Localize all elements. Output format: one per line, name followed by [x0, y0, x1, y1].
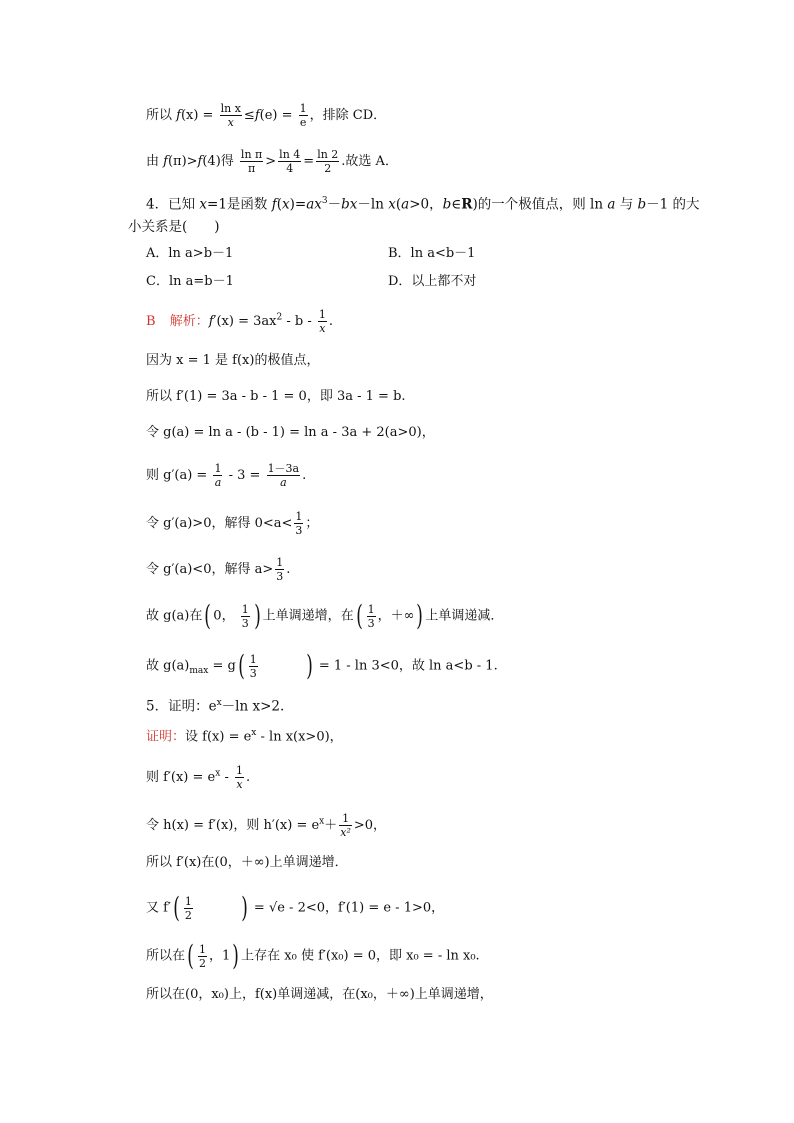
text: －	[327, 196, 342, 213]
text: x	[216, 698, 222, 708]
text: (4)得	[202, 154, 234, 169]
text: 0，	[213, 608, 235, 624]
text: = g	[208, 658, 236, 674]
numerator: 1	[276, 556, 284, 569]
denominator: π	[247, 162, 256, 175]
paren: (	[173, 891, 180, 924]
text: max	[189, 666, 209, 677]
text: f	[254, 108, 260, 123]
text: - b -	[282, 314, 316, 329]
text: －ln x>2.	[221, 698, 285, 715]
paren: )	[305, 649, 313, 682]
text: f	[271, 196, 277, 213]
denominator: 3	[249, 666, 257, 680]
fraction	[367, 603, 376, 630]
fraction	[235, 764, 244, 791]
text: 3	[321, 196, 328, 206]
text: = √e - 2<0，f′(1) = e - 1>0，	[249, 900, 445, 916]
text: =	[303, 154, 315, 169]
fraction	[294, 510, 303, 537]
paren: )	[232, 939, 239, 972]
text: 上单调递减．	[425, 608, 504, 624]
fraction	[299, 102, 308, 129]
proof-line	[146, 939, 480, 972]
text: >0，	[409, 196, 443, 213]
text: 令 g′(a)<0，解得 a>	[146, 562, 274, 577]
proof-line	[146, 986, 493, 1004]
text: 2	[276, 312, 283, 323]
numerator: 1	[249, 652, 257, 666]
text: 又 f′	[146, 900, 171, 916]
proof-line	[146, 854, 348, 872]
denominator: 2	[324, 162, 332, 175]
numerator: 1	[235, 764, 243, 777]
text: .故选 A．	[341, 154, 398, 169]
text: 令 g′(a)>0，解得 0<a<	[146, 516, 293, 531]
solution-step	[146, 556, 290, 583]
text: -	[220, 770, 233, 785]
analysis-label: 解析：	[169, 314, 209, 329]
numerator: 1	[339, 812, 352, 826]
fraction	[339, 812, 352, 839]
text: - ln x(x>0)，	[256, 729, 343, 745]
text: (π)>	[167, 154, 198, 169]
fraction	[249, 653, 258, 680]
paren: (	[204, 599, 212, 632]
analysis-line	[146, 308, 333, 335]
text: 所以 f′(x)在(0，＋∞)上单调递增．	[146, 855, 348, 870]
paren: (	[187, 939, 194, 972]
fraction	[198, 943, 207, 970]
text: .	[328, 314, 333, 329]
proof-line	[146, 891, 445, 924]
denominator: 2	[198, 956, 206, 970]
numerator: 1	[299, 102, 307, 115]
option-b	[388, 245, 475, 263]
denominator: 3	[295, 524, 303, 537]
proof-line	[146, 764, 250, 791]
text: 4．已知	[146, 196, 200, 213]
denominator: x	[319, 322, 326, 335]
denominator: a	[280, 476, 287, 489]
solution-step	[146, 352, 319, 370]
text: 与	[615, 196, 638, 213]
text: C．ln a=b－1	[146, 274, 234, 289]
text: 因为 x = 1 是 f(x)的极值点，	[146, 353, 320, 368]
denominator: x	[227, 116, 234, 129]
text: ≤	[243, 108, 255, 123]
text: x	[319, 816, 325, 827]
fraction	[213, 462, 222, 489]
fraction	[184, 895, 193, 922]
paren: )	[241, 891, 248, 924]
text: (	[395, 196, 402, 213]
option-c	[146, 273, 234, 291]
text: f	[163, 154, 168, 169]
text: = 1 - ln 3<0，故 ln a<b - 1.	[314, 658, 498, 674]
text: ，排除 CD．	[309, 108, 387, 123]
text: >	[265, 154, 277, 169]
numerator: 1	[184, 894, 192, 908]
fraction	[316, 148, 339, 175]
denominator: 3	[276, 570, 284, 583]
fraction	[220, 102, 242, 129]
text: )的一个极值点，则 ln	[472, 196, 608, 213]
solution-line-1	[146, 102, 386, 129]
text: f	[197, 154, 203, 169]
text: 设 f(x) = e	[185, 729, 252, 745]
text: ；	[305, 516, 319, 531]
solution-step	[146, 462, 306, 489]
text: =1是函数	[207, 196, 272, 213]
numerator: 1	[198, 942, 206, 956]
text: x	[314, 196, 322, 213]
text: －ln	[357, 196, 389, 213]
text: b	[442, 196, 452, 213]
denominator: 4	[286, 162, 294, 175]
numerator: ln π	[240, 148, 263, 161]
denominator: x²	[340, 826, 351, 839]
text: x	[215, 768, 221, 779]
denominator: 2	[184, 908, 192, 922]
solution-step	[146, 510, 318, 537]
text: 故 g(a)	[146, 658, 190, 674]
solution-step	[146, 424, 435, 442]
question-4-line-2	[128, 218, 220, 236]
paren: (	[355, 599, 363, 632]
numerator: ln 2	[317, 148, 339, 161]
text: x	[199, 196, 208, 213]
proof-line	[146, 812, 386, 839]
text: a	[607, 196, 616, 213]
text: ′(x) = 3ax	[213, 314, 277, 329]
text: 上单调递增，在	[262, 608, 354, 624]
text: 则 g′(a) =	[146, 468, 208, 483]
text: (	[276, 196, 282, 213]
denominator: x	[236, 778, 243, 791]
paren: (	[238, 649, 245, 682]
text: 所以在	[146, 948, 186, 964]
numerator: 1	[367, 602, 375, 616]
text: x	[282, 196, 290, 213]
text: .	[245, 770, 251, 785]
text: x	[388, 196, 396, 213]
text: 所以在(0，x₀)上，f(x)单调递减，在(x₀，＋∞)上单调递增，	[146, 987, 493, 1002]
numerator: 1	[295, 510, 303, 523]
text: 则 f′(x) = e	[146, 770, 216, 785]
text: bx	[341, 196, 358, 213]
solution-step	[146, 388, 406, 406]
text: D．以上都不对	[388, 274, 477, 289]
text: ∈	[451, 196, 462, 213]
text: a	[401, 196, 410, 213]
fraction	[240, 148, 263, 175]
proof-line	[146, 724, 343, 746]
denominator: 3	[241, 616, 249, 630]
answer-label: B	[146, 314, 156, 329]
text: >0，	[353, 818, 387, 833]
text: (e) =	[259, 108, 293, 123]
text: f	[176, 108, 181, 123]
text: 由	[146, 154, 164, 169]
denominator: 3	[367, 616, 375, 630]
paren: )	[253, 599, 261, 632]
numerator: 1	[241, 602, 249, 616]
text: 5．证明：e	[146, 698, 217, 715]
numerator: 1－3a	[267, 462, 300, 475]
fraction	[318, 308, 327, 335]
denominator: e	[299, 116, 307, 129]
fraction	[267, 462, 301, 489]
text: b	[637, 196, 647, 213]
text: 令 g(a) = ln a - (b - 1) = ln a - 3a + 2(a>0)，	[146, 425, 435, 440]
text: ＋	[324, 818, 338, 833]
text: R	[461, 196, 473, 213]
solution-step	[146, 599, 504, 632]
fraction	[275, 556, 284, 583]
denominator: a	[214, 476, 222, 489]
text: ，＋∞	[377, 608, 415, 624]
numerator: ln x	[220, 102, 241, 115]
numerator: 1	[318, 308, 326, 321]
text: 小关系是( )	[128, 219, 220, 235]
text: 上存在 x₀ 使 f′(x₀) = 0，即 x₀ = - ln x₀.	[241, 948, 480, 964]
numerator: 1	[214, 462, 222, 475]
text: )=	[289, 196, 307, 213]
option-d	[388, 273, 476, 291]
question-4-line-1	[146, 192, 700, 214]
text: .	[302, 468, 307, 483]
text: －1 的大	[646, 196, 700, 213]
text: (x) =	[180, 108, 214, 123]
text: 故 g(a)在	[146, 608, 203, 624]
text: 所以	[146, 108, 177, 123]
text: B．ln a<b－1	[388, 246, 476, 261]
numerator: ln 4	[279, 148, 301, 161]
text: 令 h(x) = f′(x)，则 h′(x) = e	[146, 818, 320, 833]
fraction	[241, 603, 250, 630]
text: x	[251, 728, 257, 738]
solution-step	[146, 649, 498, 682]
text: A．ln a>b－1	[146, 246, 234, 261]
solution-line-2	[146, 148, 398, 175]
text: 所以 f′(1) = 3a - b - 1 = 0，即 3a - 1 = b.	[146, 389, 406, 404]
text: - 3 =	[224, 468, 261, 483]
paren: )	[416, 599, 424, 632]
text: a	[306, 196, 315, 213]
text: .	[286, 562, 291, 577]
fraction	[278, 148, 301, 175]
text: f	[208, 314, 214, 329]
proof-label: 证明：	[146, 729, 186, 745]
question-5	[146, 694, 284, 716]
text: ，1	[208, 948, 231, 964]
option-a	[146, 245, 233, 263]
